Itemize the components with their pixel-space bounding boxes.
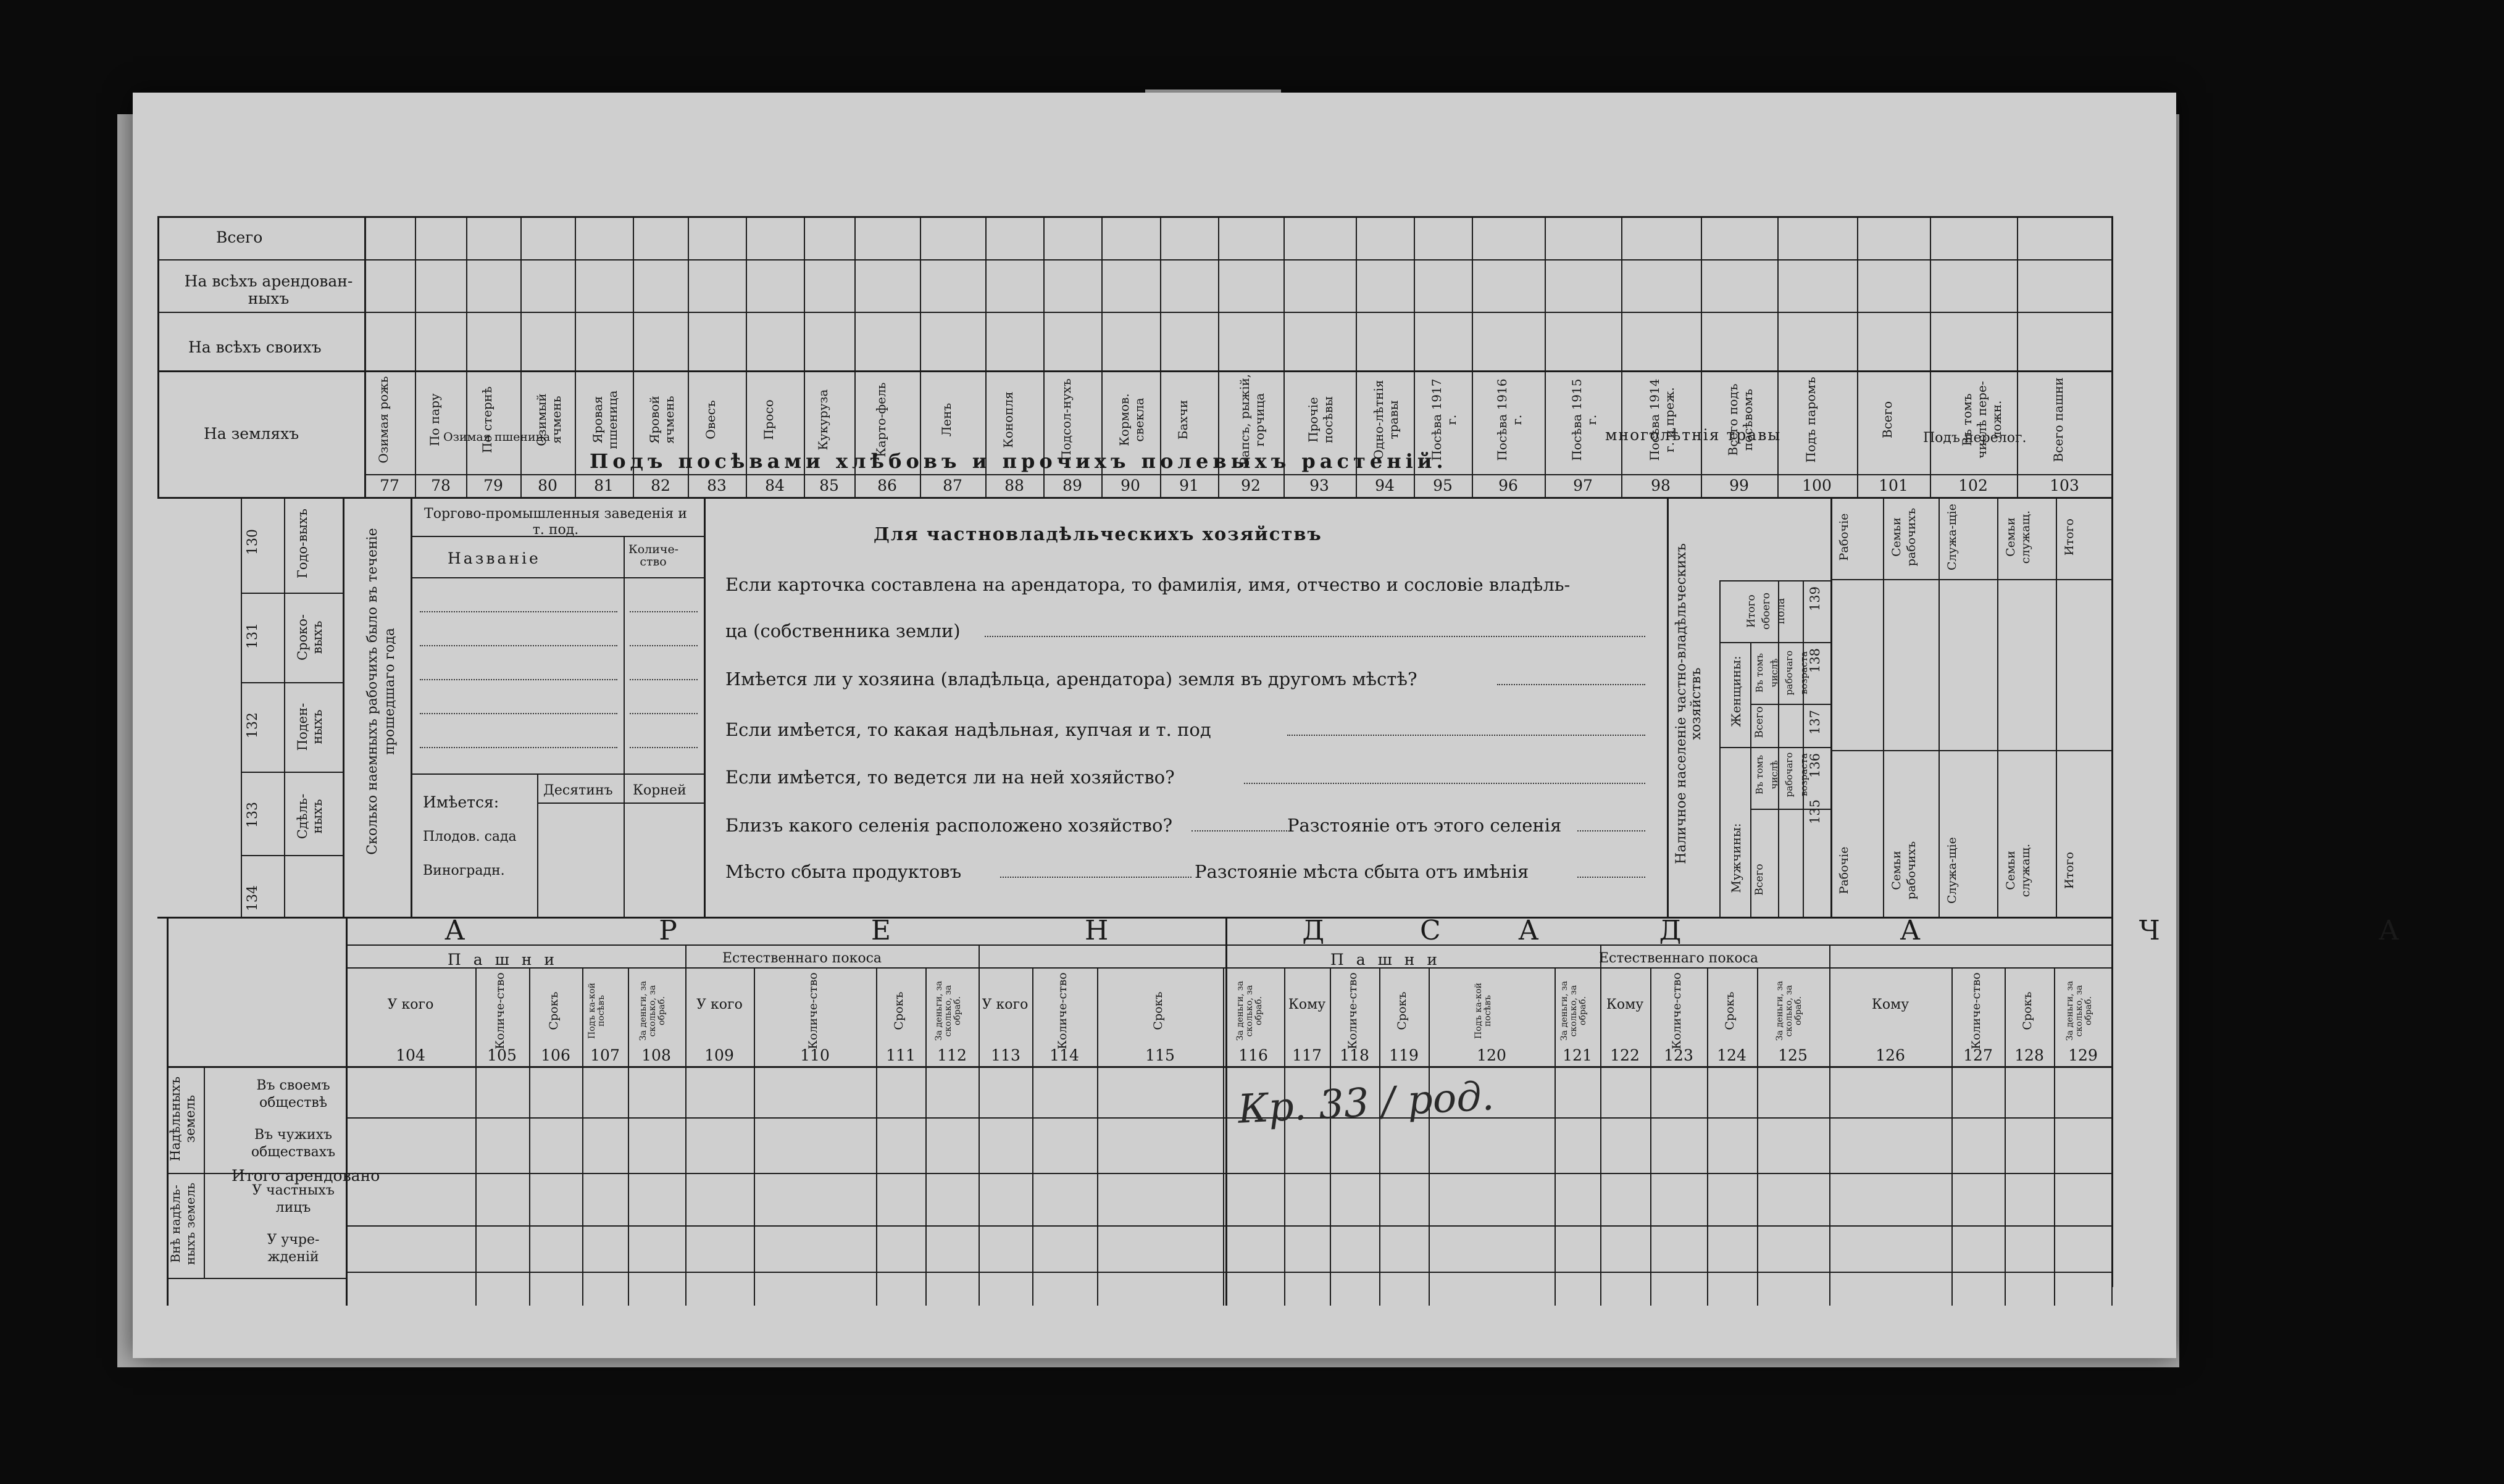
- sdacha-title: С Д А Ч А: [1420, 915, 2504, 946]
- crop-col-number: 103: [2050, 477, 2079, 494]
- crop-col-label: Всего подъ посѣвомъ: [1726, 383, 1755, 456]
- grid-line: [343, 497, 344, 917]
- crop-col-number: 91: [1179, 477, 1199, 494]
- q1a: Если карточка составлена на арендатора, то фамилія, имя, отчество и сословіе владѣль-: [725, 574, 1571, 595]
- crop-col-label: Кормов. свекла: [1117, 393, 1146, 446]
- crop-col-divider: [466, 216, 467, 497]
- bottom-col-divider: [1032, 967, 1033, 1306]
- dotted-line: [1244, 783, 1645, 784]
- crop-col-label: Посѣва 1915 г.: [1569, 378, 1599, 461]
- bottom-col-divider: [1600, 967, 1601, 1306]
- grid-line: [157, 216, 159, 497]
- grid-line: [624, 536, 625, 773]
- crop-col-label: Яровая пшеница: [590, 390, 620, 449]
- crop-col-number: 99: [1729, 477, 1749, 494]
- crop-col-label: Посѣва 1914 г. и преж.: [1647, 378, 1677, 461]
- grid-line: [1225, 917, 1227, 1306]
- bottom-col-number: 126: [1876, 1046, 1905, 1064]
- crop-col-number: 97: [1573, 477, 1593, 494]
- pod-perelog-label: Подъ перелог.: [1923, 430, 2027, 446]
- grid-line: [157, 216, 2111, 218]
- row-total-arendovano: Итого арендовано: [232, 1167, 380, 1185]
- population-col-bottom: Рабочіе: [1837, 846, 1851, 894]
- q2: Имѣется ли у хозяина (владѣльца, арендатора) земля въ другомъ мѣстѣ?: [725, 669, 1417, 690]
- bottom-col-divider: [1223, 967, 1224, 1306]
- dotted-line: [1577, 877, 1645, 878]
- bottom-col-label: У кого: [696, 997, 743, 1012]
- grid-line: [1830, 750, 2111, 751]
- population-label: Мужчины:: [1729, 823, 1743, 893]
- bottom-col-label: За деньги, за сколько, за обраб.: [1235, 981, 1264, 1041]
- trade-vinograd: Виноградн.: [423, 863, 505, 878]
- grid-line: [157, 259, 2111, 261]
- crop-col-label: Озимый ячмень: [534, 393, 564, 446]
- bottom-col-divider: [2111, 967, 2113, 1306]
- q5b: Разстояніе отъ этого селенія: [1287, 815, 1562, 836]
- bottom-col-label: Кому: [1288, 997, 1326, 1012]
- population-label: Наличное населеніе частно-владѣльческихъ хозяйствъ: [1674, 543, 1704, 864]
- crop-col-number: 84: [765, 477, 785, 494]
- crop-col-number: 78: [431, 477, 451, 494]
- bottom-col-number: 121: [1563, 1046, 1592, 1064]
- dotted-line: [630, 747, 698, 748]
- crop-col-label: Кукуруза: [816, 389, 830, 451]
- population-label: Въ томъ числѣ рабочаго возраста: [1754, 752, 1809, 798]
- q6b: Разстояніе мѣста сбыта отъ имѣнія: [1195, 861, 1529, 882]
- grid-line: [241, 593, 343, 594]
- bottom-col-label: Количе-ство: [493, 972, 507, 1049]
- worker-row-number: 132: [245, 712, 261, 738]
- row-uchrezhdeniy: У учре-жденій: [267, 1232, 320, 1265]
- dotted-line: [1577, 830, 1645, 832]
- crop-col-number: 90: [1121, 477, 1140, 494]
- crop-col-number: 93: [1309, 477, 1329, 494]
- crop-col-divider: [1857, 216, 1858, 497]
- grid-line: [537, 773, 538, 917]
- ozim-pshenica-label: Озимая пшеница: [443, 430, 551, 444]
- crop-col-number: 81: [594, 477, 614, 494]
- banner-posevy: Подъ посѣвами хлѣбовъ и прочихъ полевыхъ растеній.: [590, 449, 1448, 473]
- dotted-line: [1000, 877, 1191, 878]
- bottom-col-divider: [529, 967, 530, 1306]
- arenda-pokos: Естественнаго покоса: [722, 951, 882, 966]
- grid-line: [167, 1173, 2111, 1174]
- bottom-col-divider: [925, 967, 927, 1306]
- q4: Если имѣется, то ведется ли на ней хозяйство?: [725, 767, 1175, 788]
- grid-line: [241, 682, 343, 683]
- grid-line: [364, 474, 2111, 475]
- crop-col-number: 95: [1433, 477, 1453, 494]
- population-number: 138: [1808, 648, 1822, 673]
- crop-col-number: 94: [1375, 477, 1395, 494]
- population-col-bottom: Служа-щіе: [1945, 837, 1959, 904]
- grid-line: [411, 577, 704, 578]
- bottom-col-number: 128: [2014, 1046, 2044, 1064]
- crop-col-divider: [1930, 216, 1931, 497]
- crop-col-divider: [1545, 216, 1546, 497]
- crop-col-label: Бахчи: [1175, 399, 1190, 440]
- mnogoletnie-label: многолѣтнія травы: [1605, 426, 1782, 444]
- grid-line: [1829, 944, 1830, 967]
- grid-line: [411, 773, 704, 775]
- population-col-top: Семьи рабочихъ: [1890, 507, 1918, 567]
- worker-row-number: 133: [245, 802, 261, 828]
- trade-sad: Плодов. сада: [423, 829, 517, 844]
- arenda-title: А Р Е Н Д А: [444, 915, 1632, 946]
- crop-col-number: 83: [707, 477, 727, 494]
- crop-col-number: 102: [1958, 477, 1988, 494]
- crop-col-divider: [1472, 216, 1473, 497]
- grid-line: [1830, 579, 2111, 580]
- row-chastnyh: У частныхъ лицъ: [252, 1183, 335, 1215]
- dotted-line: [420, 747, 617, 748]
- bottom-col-label: Кому: [1606, 997, 1644, 1012]
- bottom-col-number: 122: [1610, 1046, 1640, 1064]
- crop-col-number: 77: [380, 477, 399, 494]
- dotted-line: [630, 611, 698, 612]
- trade-col-qty: Количе-ство: [628, 543, 679, 569]
- grid-line: [2056, 497, 2057, 917]
- grid-line: [411, 497, 412, 917]
- bottom-col-divider: [1650, 967, 1651, 1306]
- bottom-col-divider: [582, 967, 583, 1306]
- q6a: Мѣсто сбыта продуктовъ: [725, 861, 962, 882]
- bottom-col-divider: [1757, 967, 1758, 1306]
- dotted-line: [1191, 830, 1287, 832]
- crop-col-divider: [575, 216, 576, 497]
- grid-line: [1667, 497, 1669, 917]
- crop-col-label: Карто-фель: [874, 382, 888, 457]
- crop-col-number: 101: [1879, 477, 1908, 494]
- bottom-col-divider: [1379, 967, 1380, 1306]
- bottom-col-label: У кого: [387, 997, 434, 1012]
- bottom-col-number: 123: [1664, 1046, 1693, 1064]
- bottom-col-divider: [1284, 967, 1285, 1306]
- q1b: ца (собственника земли): [725, 620, 961, 641]
- crop-col-label: Рапсъ, рыжій, горчица: [1237, 373, 1267, 466]
- bottom-col-label: За деньги, за сколько, за обраб.: [1559, 981, 1588, 1041]
- bottom-col-label: Количе-ство: [1346, 972, 1359, 1049]
- row-group-nadel: Надѣльныхъ земель: [168, 1076, 198, 1162]
- grid-line: [1997, 497, 1998, 917]
- dotted-line: [420, 713, 617, 714]
- bottom-col-divider: [475, 967, 477, 1306]
- crop-col-number: 80: [538, 477, 557, 494]
- crop-col-label: Ленъ: [939, 402, 954, 437]
- bottom-col-number: 118: [1340, 1046, 1369, 1064]
- row-chuzhih: Въ чужихъ обществахъ: [251, 1127, 336, 1160]
- bottom-col-divider: [1330, 967, 1331, 1306]
- bottom-col-label: Количе-ство: [1670, 972, 1684, 1049]
- crop-col-label: Одно-лѣтнія травы: [1371, 380, 1401, 460]
- bottom-col-number: 111: [886, 1046, 916, 1064]
- dotted-line: [420, 611, 617, 612]
- grid-line: [704, 497, 706, 917]
- grid-line: [537, 802, 704, 804]
- bottom-col-number: 107: [590, 1046, 620, 1064]
- bottom-col-divider: [1951, 967, 1953, 1306]
- crop-col-label: Яровой ячмень: [647, 396, 677, 444]
- trade-col-name: Названіе: [448, 549, 541, 567]
- crop-col-label: Просо: [761, 399, 776, 440]
- bottom-col-label: Срокъ: [1395, 991, 1409, 1030]
- population-label: Итого обоего пола: [1745, 593, 1787, 630]
- population-label: Всего: [1753, 864, 1766, 896]
- trade-korney: Корней: [633, 783, 687, 798]
- grid-line: [167, 1066, 2111, 1068]
- dotted-line: [420, 679, 617, 680]
- crop-col-label: Подъ паромъ: [1803, 377, 1818, 463]
- crop-col-label: Посѣва 1916 г.: [1495, 378, 1524, 461]
- bottom-col-divider: [1097, 967, 1098, 1306]
- crop-col-number: 96: [1498, 477, 1518, 494]
- crop-col-label: Конопля: [1001, 391, 1016, 448]
- crop-col-divider: [415, 216, 416, 497]
- bottom-col-number: 120: [1477, 1046, 1506, 1064]
- bottom-col-label: Подъ ка-кой посѣвъ: [587, 983, 606, 1039]
- crop-col-label: Подсол-нухъ: [1059, 378, 1074, 461]
- grid-line: [346, 1272, 2111, 1273]
- row-svoih: На всѣхъ своихъ: [188, 338, 322, 356]
- population-label: Въ томъ числѣ рабочаго возраста: [1754, 650, 1809, 696]
- grid-line: [241, 772, 343, 773]
- bottom-col-divider: [1555, 967, 1556, 1306]
- crop-col-label: Всего: [1880, 401, 1895, 439]
- population-number: 136: [1808, 752, 1822, 778]
- q5a: Близъ какого селенія расположено хозяйство?: [725, 815, 1173, 836]
- grid-line: [1750, 642, 1751, 917]
- bottom-col-number: 113: [991, 1046, 1020, 1064]
- crop-col-label: По пару: [427, 393, 442, 446]
- dotted-line: [630, 713, 698, 714]
- bottom-col-label: Срокъ: [1151, 991, 1165, 1030]
- arenda-pashni: П а ш н и: [448, 951, 559, 969]
- bottom-col-label: Кому: [1871, 997, 1909, 1012]
- bottom-col-label: Количе-ство: [1969, 972, 1983, 1049]
- bottom-col-number: 115: [1145, 1046, 1175, 1064]
- population-col-top: Служа-щіе: [1945, 504, 1959, 570]
- bottom-col-number: 119: [1389, 1046, 1419, 1064]
- bottom-col-label: У кого: [982, 997, 1029, 1012]
- handwritten-entry: Кр. 33 / род.: [1237, 1073, 1495, 1133]
- sdacha-pokos: Естественнаго покоса: [1599, 951, 1759, 966]
- crop-col-divider: [2111, 216, 2113, 497]
- grid-line: [284, 497, 285, 917]
- population-label: Женщины:: [1729, 656, 1743, 727]
- q3: Если имѣется, то какая надѣльная, купчая и т. под: [725, 719, 1211, 740]
- crop-col-number: 89: [1062, 477, 1082, 494]
- crop-col-number: 82: [651, 477, 670, 494]
- crop-col-number: 85: [819, 477, 839, 494]
- row-svoem: Въ своемъ обществѣ: [256, 1078, 330, 1111]
- crop-col-label: Посѣва 1917 г.: [1429, 378, 1459, 461]
- bottom-col-label: За деньги, за сколько, за обраб.: [2065, 981, 2093, 1041]
- dotted-line: [1497, 684, 1645, 685]
- crop-col-number: 87: [943, 477, 962, 494]
- workers-vertical-title: Сколько наемныхъ рабочихъ было въ теченіе прошедшаго года: [365, 528, 398, 855]
- population-label: Всего: [1753, 706, 1766, 738]
- private-title: Для частновладѣльческихъ хозяйствъ: [874, 523, 1322, 544]
- bottom-col-divider: [2054, 967, 2055, 1306]
- bottom-col-label: Подъ ка-кой посѣвъ: [1474, 983, 1493, 1039]
- crop-col-number: 100: [1802, 477, 1832, 494]
- crop-col-number: 88: [1004, 477, 1024, 494]
- population-col-bottom: Семьи рабочихъ: [1890, 841, 1918, 900]
- bottom-col-number: 112: [937, 1046, 967, 1064]
- dotted-line: [420, 645, 617, 646]
- crop-col-label: Въ томъ числѣ пере-ложн.: [1959, 381, 2004, 459]
- grid-line: [346, 1225, 2111, 1227]
- population-col-top: Рабочіе: [1837, 513, 1851, 561]
- grid-line: [167, 1278, 346, 1279]
- bottom-col-divider: [346, 967, 347, 1306]
- bottom-col-number: 117: [1292, 1046, 1322, 1064]
- dotted-line: [630, 645, 698, 646]
- grid-line: [157, 370, 2111, 372]
- crop-col-label: Озимая рожь: [376, 376, 391, 464]
- worker-row-label: Годо-выхъ: [295, 509, 310, 578]
- crop-col-label: Всего пашни: [2051, 377, 2066, 462]
- crop-col-label: По стернѣ: [480, 386, 495, 454]
- trade-has: Имѣется:: [423, 793, 499, 811]
- grid-line: [204, 1066, 205, 1278]
- crop-col-number: 98: [1651, 477, 1671, 494]
- dotted-line: [630, 679, 698, 680]
- bottom-col-number: 125: [1778, 1046, 1808, 1064]
- bottom-col-label: Срокъ: [892, 991, 906, 1030]
- grid-line: [241, 855, 343, 856]
- bottom-col-divider: [1707, 967, 1708, 1306]
- grid-line: [624, 773, 625, 917]
- population-number: 135: [1808, 799, 1822, 825]
- grid-line: [1939, 497, 1940, 917]
- bottom-col-number: 110: [800, 1046, 830, 1064]
- population-col-top: Семьи служащ.: [2004, 510, 2032, 564]
- grid-line: [241, 497, 242, 917]
- population-col-bottom: Семьи служащ.: [2004, 843, 2032, 898]
- crop-col-divider: [520, 216, 522, 497]
- grid-line: [157, 497, 2111, 499]
- bottom-col-number: 109: [704, 1046, 734, 1064]
- bottom-col-number: 104: [396, 1046, 425, 1064]
- row-arendovannyh: На всѣхъ арендован- ныхъ: [184, 272, 353, 307]
- row-na-zemlyah: На земляхъ: [204, 425, 299, 443]
- crop-col-divider: [1621, 216, 1622, 497]
- population-col-top: Итого: [2063, 519, 2076, 556]
- bottom-col-divider: [1429, 967, 1430, 1306]
- grid-line: [979, 944, 980, 967]
- trade-title: Торгово-промышленныя заведенія и т. под.: [424, 506, 687, 538]
- dotted-line: [985, 636, 1645, 637]
- population-number: 137: [1808, 709, 1822, 735]
- bottom-col-divider: [754, 967, 755, 1306]
- worker-row-number: 134: [245, 885, 261, 911]
- grid-line: [1719, 580, 1721, 917]
- worker-row-number: 131: [245, 623, 261, 649]
- bottom-col-number: 105: [487, 1046, 517, 1064]
- grid-line: [157, 312, 2111, 313]
- population-number: 139: [1808, 586, 1822, 612]
- grid-line: [1830, 497, 1832, 917]
- grid-line: [2111, 497, 2113, 917]
- bottom-col-label: Срокъ: [1723, 991, 1737, 1030]
- bottom-col-number: 129: [2068, 1046, 2098, 1064]
- crop-col-number: 86: [877, 477, 897, 494]
- crop-col-label: Овесъ: [703, 400, 718, 440]
- trade-desyatin: Десятинъ: [543, 783, 613, 798]
- sdacha-pashni: П а ш н и: [1330, 951, 1442, 969]
- bottom-col-number: 106: [541, 1046, 570, 1064]
- bottom-col-divider: [685, 967, 687, 1306]
- bottom-col-label: Количе-ство: [1056, 972, 1069, 1049]
- row-vsego: Всего: [216, 228, 263, 246]
- bottom-col-divider: [1829, 967, 1830, 1306]
- grid-line: [346, 967, 2111, 969]
- bottom-col-label: За деньги, за сколько, за обраб.: [638, 981, 667, 1041]
- worker-row-number: 130: [245, 529, 261, 555]
- bottom-col-number: 127: [1963, 1046, 1993, 1064]
- bottom-col-divider: [979, 967, 980, 1306]
- bottom-col-divider: [2005, 967, 2006, 1306]
- crop-col-number: 79: [483, 477, 503, 494]
- bottom-col-label: Срокъ: [547, 991, 561, 1030]
- worker-row-label: Сдѣль-ныхъ: [295, 793, 325, 840]
- dotted-line: [1287, 735, 1645, 736]
- worker-row-label: Сроко-выхъ: [295, 614, 325, 661]
- bottom-col-label: За деньги, за сколько, за обраб.: [1775, 981, 1803, 1041]
- bottom-col-number: 114: [1050, 1046, 1079, 1064]
- crop-col-divider: [2017, 216, 2018, 497]
- grid-line: [1883, 497, 1884, 917]
- bottom-col-number: 124: [1717, 1046, 1747, 1064]
- grid-line: [685, 944, 687, 967]
- bottom-col-number: 108: [641, 1046, 671, 1064]
- bottom-col-divider: [876, 967, 877, 1306]
- worker-row-label: Поден-ныхъ: [295, 702, 325, 751]
- crop-col-divider: [1701, 216, 1702, 497]
- bottom-col-label: Количе-ство: [806, 972, 820, 1049]
- crop-col-label: Прочіе посѣвы: [1306, 396, 1335, 443]
- row-group-vne: Внѣ надѣль-ныхъ земель: [168, 1182, 198, 1265]
- crop-col-divider: [364, 216, 366, 497]
- bottom-col-number: 116: [1238, 1046, 1268, 1064]
- crop-col-divider: [1777, 216, 1779, 497]
- crop-col-number: 92: [1241, 477, 1261, 494]
- population-col-bottom: Итого: [2063, 852, 2076, 889]
- bottom-col-divider: [628, 967, 629, 1306]
- bottom-col-label: Срокъ: [2021, 991, 2034, 1030]
- grid-line: [346, 1117, 2111, 1119]
- bottom-col-label: За деньги, за сколько, за обраб.: [934, 981, 962, 1041]
